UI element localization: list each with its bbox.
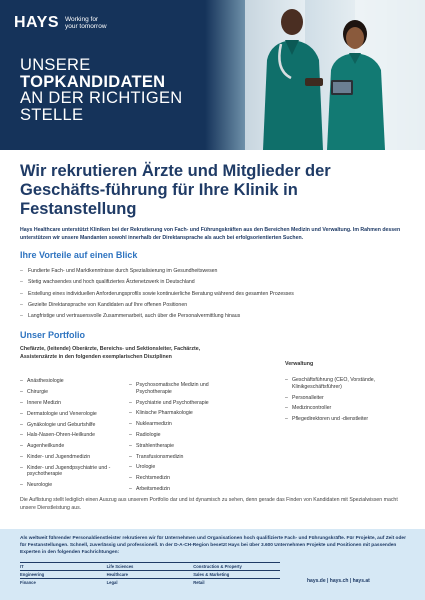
headline-bold-1: Ärzte	[141, 162, 184, 180]
portfolio-heading: Chefärzte, (leitende) Oberärzte, Bereichs- und Sektionsleiter, Fachärzte, Assistenzärzte in den folgenden exemplarischen Disziplinen	[20, 346, 201, 360]
specialty-cell: Legal	[106, 580, 118, 585]
headline-text-3: für Ihre Klinik in Festanstellung	[20, 181, 298, 218]
logo-wordmark: HAYS	[14, 14, 59, 31]
footer-text: Als weltweit führender Personaldienstleister rekrutieren wir für Unternehmen und Organisationen hoch qualifizierte Fach- und Führungskräfte. Für Projekte, auf Zeit oder für Festanstellungen. Schnell, zuverlässig und professionell. In der D-A-CH-Region besetzt Hays bei über 3.600 Unternehmen Projekte und Positionen mit passenden Experten in den folgenden Fachrichtungen:	[20, 536, 406, 555]
specialty-cell: IT	[20, 564, 24, 569]
discipline-item: – Psychosomatische Medizin und Psychotherapie	[129, 382, 229, 395]
portfolio-column-2	[129, 382, 229, 496]
portfolio-column-1	[20, 378, 130, 492]
hero-photo-doctors	[205, 0, 425, 150]
admin-heading: Verwaltung	[285, 361, 314, 368]
logo-tagline	[65, 16, 107, 31]
advantage-item: – Erstellung eines individuellen Anforderungsprofils sowie kontinuierliche Beratung während des gesamten Prozesses	[20, 289, 412, 300]
discipline-item: – Hals-Nasen-Ohren-Heilkunde	[20, 432, 130, 438]
footer	[0, 529, 425, 600]
advantage-item: – Stetig wachsendes und hoch qualifiziertes Ärztenetzwerk in Deutschland	[20, 277, 412, 288]
admin-item: – Personalleiter	[285, 395, 415, 401]
discipline-item: – Klinische Pharmakologie	[129, 410, 229, 416]
specialty-cell: Life Sciences	[106, 564, 134, 569]
headline-bold-2: Mitglieder der Geschäfts-führung	[20, 162, 331, 199]
grid-row	[20, 570, 280, 578]
hero-title	[20, 57, 182, 123]
advantage-item: – Langfristige und vertrauensvolle Zusammenarbeit, auch über die Personalvermittlung hinaus	[20, 311, 412, 322]
discipline-item: – Nuklearmedizin	[129, 421, 229, 427]
discipline-item: – Dermatologie und Venerologie	[20, 411, 130, 417]
specialty-cell: Engineering	[20, 572, 45, 577]
specialty-cell: Construction & Property	[193, 564, 242, 569]
admin-item: – Medizincontroller	[285, 405, 415, 411]
discipline-item: – Kinder- und Jugendmedizin	[20, 454, 130, 460]
advantages-title: Ihre Vorteile auf einen Blick	[20, 250, 138, 260]
specialty-grid	[20, 562, 280, 586]
discipline-item: – Rechtsmedizin	[129, 475, 229, 481]
discipline-item: – Chirurgie	[20, 389, 130, 395]
hero-line-1: UNSERE	[20, 56, 91, 74]
discipline-item: – Urologie	[129, 464, 229, 470]
headline-text-2: und	[183, 162, 223, 180]
hero-line-2: TOPKANDIDATEN	[20, 72, 166, 91]
advantages-list	[20, 266, 412, 322]
page-headline	[20, 162, 412, 219]
admin-item: – Pflegedirektoren und -dienstleiter	[285, 416, 415, 422]
hero-line-4: STELLE	[20, 105, 84, 124]
discipline-item: – Anästhesiologie	[20, 378, 130, 384]
grid-row	[20, 562, 280, 570]
admin-item: – Geschäftsführung (CEO, Vorstände, Klinikgeschäftsführer)	[285, 377, 415, 390]
headline-text-1: Wir rekrutieren	[20, 162, 142, 180]
hays-logo	[14, 14, 107, 32]
portfolio-column-admin	[285, 377, 415, 427]
website-links[interactable]: hays.de | hays.ch | hays.at	[307, 578, 370, 584]
hero-banner	[0, 0, 425, 150]
hero-line-3: AN DER RICHTIGEN	[20, 89, 183, 107]
doctors-illustration	[205, 0, 425, 150]
grid-row	[20, 578, 280, 586]
discipline-item: – Psychiatrie und Psychotherapie	[129, 400, 229, 406]
discipline-item: – Transfusionsmedizin	[129, 454, 229, 460]
specialty-cell: Retail	[193, 580, 205, 585]
discipline-item: – Strahlentherapie	[129, 443, 229, 449]
discipline-item: – Kinder- und Jugendpsychiatrie und -psychotherapie	[20, 465, 130, 478]
discipline-item: – Radiologie	[129, 432, 229, 438]
specialty-cell: Healthcare	[106, 572, 129, 577]
discipline-item: – Gynäkologie und Geburtshilfe	[20, 422, 130, 428]
discipline-item: – Innere Medizin	[20, 400, 130, 406]
portfolio-note: Die Auflistung stellt lediglich einen Auszug aus unserem Portfolio dar und ist dynamisch zu sehen, denn gerade das Finden von Kandidaten mit Spezialwissen macht unsere Dienstleistung aus.	[20, 497, 398, 511]
advantage-item: – Fundierte Fach- und Marktkenntnisse durch Spezialisierung im Gesundheitswesen	[20, 266, 412, 277]
tagline-line-2: your tomorrow	[64, 23, 107, 30]
discipline-item: – Neurologie	[20, 482, 130, 488]
portfolio-title: Unser Portfolio	[20, 330, 86, 341]
main-content	[20, 162, 412, 506]
specialty-cell: Finance	[20, 580, 36, 585]
discipline-item: – Arbeitsmedizin	[129, 486, 229, 492]
tagline-line-1: Working for	[64, 15, 99, 23]
specialty-cell: Sales & Marketing	[193, 572, 230, 577]
intro-paragraph: Hays Healthcare unterstützt Kliniken bei der Rekrutierung von Fach- und Führungskräften aus den Bereichen Medizin und Verwaltung. Im Rahmen dessen unterstützen wir unsere Mandanten sowohl innerhalb der Direktansprache als auch bei erfolgsorientierten Suchen.	[20, 227, 401, 241]
discipline-item: – Augenheilkunde	[20, 443, 130, 449]
portfolio-section	[20, 346, 412, 506]
advantage-item: – Gezielte Direktansprache von Kandidaten auf Ihre offenen Positionen	[20, 300, 412, 311]
